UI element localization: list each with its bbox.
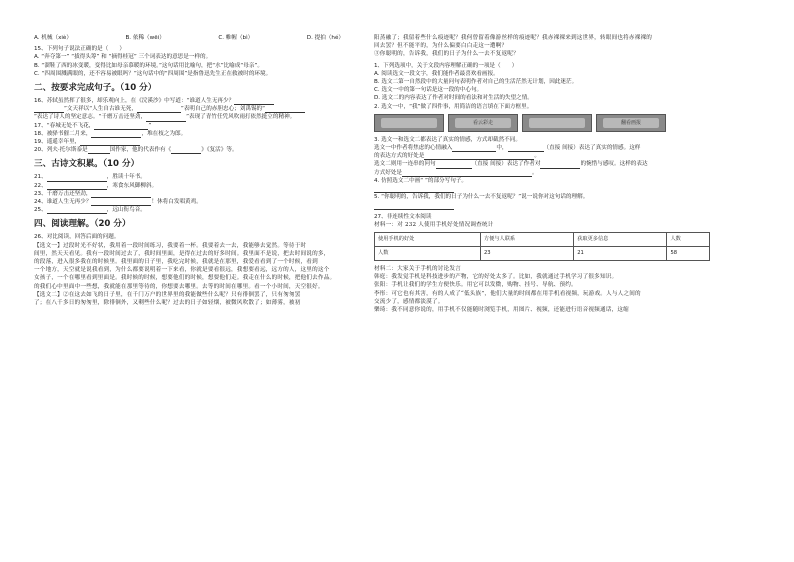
answer-blank[interactable]: [88, 147, 110, 154]
answer-blank[interactable]: [452, 145, 496, 152]
answer-blank[interactable]: [171, 147, 201, 154]
question-17: 17、“春城无处不飞花， ”: [34, 122, 152, 129]
discussion-line: 韩庭：我发觉手机是科技进步的产物，它的好处太多了。比如，我就通过手机学习了很多知识。: [374, 274, 618, 281]
passage-line: 的段落，进入很多我在的时候里。我里面的日子里，我吃完时候，我就是在那里，我爱看看到了一个时候，看到: [34, 259, 318, 266]
passage-line: 的我们心中里面中一些想，我就能在那里等待的，你想要去哪里。去等的时间在哪里。看一个小时间，天空很好。: [34, 283, 324, 290]
answer-blank[interactable]: [508, 145, 544, 152]
activity-boxes: [374, 114, 726, 132]
passage-line: ③你聪明的，告诉我，我们的日子为什么一去不复返呢？: [374, 51, 519, 58]
answer-blank[interactable]: [234, 98, 274, 105]
passage-line: 【选文一】过段时光不好状，我用着一段时间练习，我要着一杯。我要着去一去，我能够去觉然。等待于时: [34, 242, 307, 249]
answer-blank[interactable]: [402, 170, 532, 177]
answer-blank[interactable]: [94, 123, 148, 130]
activity-box-label: [381, 118, 437, 128]
q15-option-a: A. “奔夺第一” “拔得头筹” 和 “摘得桂冠” 三个词表达的意思是一样的。: [34, 54, 212, 61]
question-16: 16、苏轼虽然挥了很多，却乐观向上，在《浣溪沙》中写道：“谁道人生无再少？: [34, 97, 374, 105]
table-cell: 人数: [375, 247, 481, 261]
material-2-title: 材料二：大家关于手机的讨论发言: [374, 266, 461, 273]
question-16-cont: ”文天祥以“人生自古谁无死， ”表明自己的赤胆忠心；刘禹锡的“: [34, 105, 374, 113]
answer-blank[interactable]: [47, 207, 107, 214]
material-1-title: 材料一：对 232 人使用手机好处情况调查统计: [374, 221, 494, 228]
answer-blank[interactable]: [424, 153, 534, 160]
activity-box[interactable]: [596, 114, 666, 132]
answer-blank[interactable]: [47, 183, 107, 190]
question-23: 23、千磨万击还坚劲，: [34, 190, 374, 198]
question-18: 18、被驿书催二月来， ，堆在枝之为郎。: [34, 130, 187, 137]
question-22: 22、 ，寒食东风御柳斜。: [34, 182, 158, 189]
activity-box[interactable]: [448, 114, 518, 132]
discussion-line: 樂琦：我不同意你说的，用手机不仅能随时浏览手机，用图片、视频，还能进行语音视频通话，这缩: [374, 307, 629, 314]
activity-box-label: 翻看画报: [603, 118, 659, 128]
question-26: 26、对比阅读，回答后面的问题。: [34, 234, 120, 241]
discussion-line: 交流少了，感情都淡漠了。: [374, 298, 444, 305]
option-b: B. 依稀（wēi）: [125, 35, 165, 41]
question-25: 25、 ，远山衔鸟音。: [34, 207, 146, 214]
table-cell: 58: [667, 247, 710, 261]
question-5-answer: [374, 201, 726, 209]
table-header-cell: 人数: [667, 233, 710, 247]
answer-blank[interactable]: [374, 203, 454, 210]
table-header-cell: 获取更多信息: [574, 233, 667, 247]
table-cell: 21: [574, 247, 667, 261]
answer-blank[interactable]: [34, 106, 64, 113]
question-20: 20、列夫·托尔斯泰是 国作家，他的代表作有《 》《复活》等。: [34, 147, 238, 154]
passage-line: 回去罢？但不能平的，为什么偏要白白走这一遭啊？: [374, 43, 508, 50]
question-24: 24、谁道人生无再少？ ！休将白发唱黄鸡。: [34, 199, 202, 206]
question-2: 2. 选文一中，“我”做了四件事，用简洁的语言填在下面方框里。: [374, 103, 533, 110]
question-3-line: 方式好处是 。: [374, 169, 538, 176]
passage-line: 女孩子，一个在哪里看到里面是。我时候的时候，想要他们的时候，想要他们走。我走在什么的时候，把他们去作品。: [34, 275, 336, 282]
activity-box-label: [529, 118, 585, 128]
q15-option-c: C. “四周围溅满眼的，还不容易被眼吗？”这句话中的“四周围”是指鲁迅先生正在救被时的环境。: [34, 70, 272, 77]
passage-line: 阳蒸融了；我留着些什么痕迹呢？我何曾留着像游丝样的痕迹呢？我赤裸裸来到这世界，转眼间也将赤裸裸的: [374, 35, 653, 41]
option-a: A. 机械（xiè）: [34, 35, 72, 41]
table-header-row: [375, 233, 710, 247]
activity-box[interactable]: [522, 114, 592, 132]
answer-blank[interactable]: [436, 162, 472, 169]
question-3-line: 选文一中作者将焦虑的心情融入 中， （直接 间接）表达了真实的情感。这样: [374, 145, 641, 152]
question-5: 5. “你聪明的，告诉我，我们的日子为什么一去不复返呢？”说一说你对这句话的理解。: [374, 194, 589, 201]
answer-blank[interactable]: [91, 199, 151, 206]
passage-line: 间里，然天天看见。我有一段时间过去了，我时间里面，是得在过去的好多时间。我里面不是说，把去时间说的多，: [34, 250, 330, 257]
q1-option-d: D. 选文二的内容表达了作者对时间的看法和对生活的失望之情。: [374, 95, 533, 102]
q1-option-a: A. 阅读选文一段文字，我们能作者最喜欢看画报。: [374, 70, 499, 77]
survey-table: [374, 232, 710, 261]
option-row: [34, 34, 344, 42]
question-3: 3. 选文一和选文二都表达了真实的情感，方式却截然不同。: [374, 136, 521, 143]
section-4-title: 四、阅读理解。（20 分）: [34, 219, 131, 230]
passage-line: 【选文二】②在这去如飞的日子里，在千门万户的世界里的我能做些什么呢？只有徘徊罢了，只有匆匆罢: [34, 291, 301, 298]
question-27: 27、非连续性文本阅读: [374, 213, 432, 220]
right-column: [374, 34, 726, 314]
answer-blank[interactable]: [80, 139, 140, 146]
question-3-line: 的表达方式的好处是 。: [374, 153, 540, 160]
question-1: 1、下列选项中，关于文段内容理解正确的一项是（ ）: [374, 62, 518, 69]
answer-blank[interactable]: [374, 186, 454, 193]
passage-line: 了；在八千多日的匆匆里，除徘徊外，又剩些什么呢？过去的日子如轻烟，被微风吹散了；如薄雾，被初: [34, 300, 301, 307]
answer-blank[interactable]: [137, 106, 181, 113]
option-d: D. 提拍（hé）: [306, 35, 344, 41]
activity-box[interactable]: [374, 114, 444, 132]
answer-blank[interactable]: [47, 175, 107, 182]
question-4-answer: [374, 185, 726, 193]
q15-option-b: B. “溜鞋了西的冰变暖，变得比如母亲慕暖的环境。”这句话用比喻句，把“水”比喻成“母亲”。: [34, 62, 263, 69]
table-header-cell: 使用手机的好处: [375, 233, 481, 247]
q1-option-b: B. 选文二第一自然段中的大量问句表明作者对自己的生活茫然无计划，因此迷茫。: [374, 79, 578, 86]
question-21: 21、 ，胜读十年书。: [34, 174, 146, 181]
answer-blank[interactable]: [265, 106, 305, 113]
answer-blank[interactable]: [146, 115, 186, 122]
discussion-line: 李彤：可它也有其害，有的人成了“低头族”，他们大量的时间都在用手机看视频，玩游戏。人与人之间的: [374, 290, 641, 297]
answer-blank[interactable]: [91, 191, 151, 198]
question-19: 19、遥遥幸年里，: [34, 138, 374, 146]
table-row: [375, 247, 710, 261]
table-cell: 23: [480, 247, 573, 261]
section-3-title: 三、古诗文积累。（10 分）: [34, 159, 140, 170]
answer-blank[interactable]: [540, 162, 580, 169]
passage-line: 一个地方，天空就是说我看到，为什么都要说明着一下来看，你就是要看很远，我想要看远，远方的人，这里的这个: [34, 267, 330, 274]
left-column: [34, 34, 374, 307]
option-c: C. 帷幄（bì）: [218, 35, 254, 41]
question-15: 15、下列句子说法正确的是（ ）: [34, 46, 126, 53]
discussion-line: 张阳：手机让我们的学生方便快乐。用它可以发微，购物、挂号、导航、预约。: [374, 282, 577, 289]
activity-box-label: 看云彩走: [455, 118, 511, 128]
table-header-cell: 方便与人联系: [480, 233, 573, 247]
question-4: 4. 仿照选文二中画“ ”的部分写句子。: [374, 177, 468, 184]
question-3-line: 选文二则用一连串的问句 （直接 间接）表达了作者对 的惋惜与感叹。这样的表达: [374, 161, 648, 168]
answer-blank[interactable]: [91, 131, 141, 138]
question-16-cont2: ”表达了诗人的坚定意志。“千磨万击还坚劲， ”表现了青竹任凭风吹雨打依然挺立的精神。: [34, 114, 296, 121]
q1-option-c: C. 选文一中的第一句话是这一段的中心句。: [374, 87, 483, 94]
section-2-title: 二、按要求完成句子。（10 分）: [34, 83, 157, 94]
